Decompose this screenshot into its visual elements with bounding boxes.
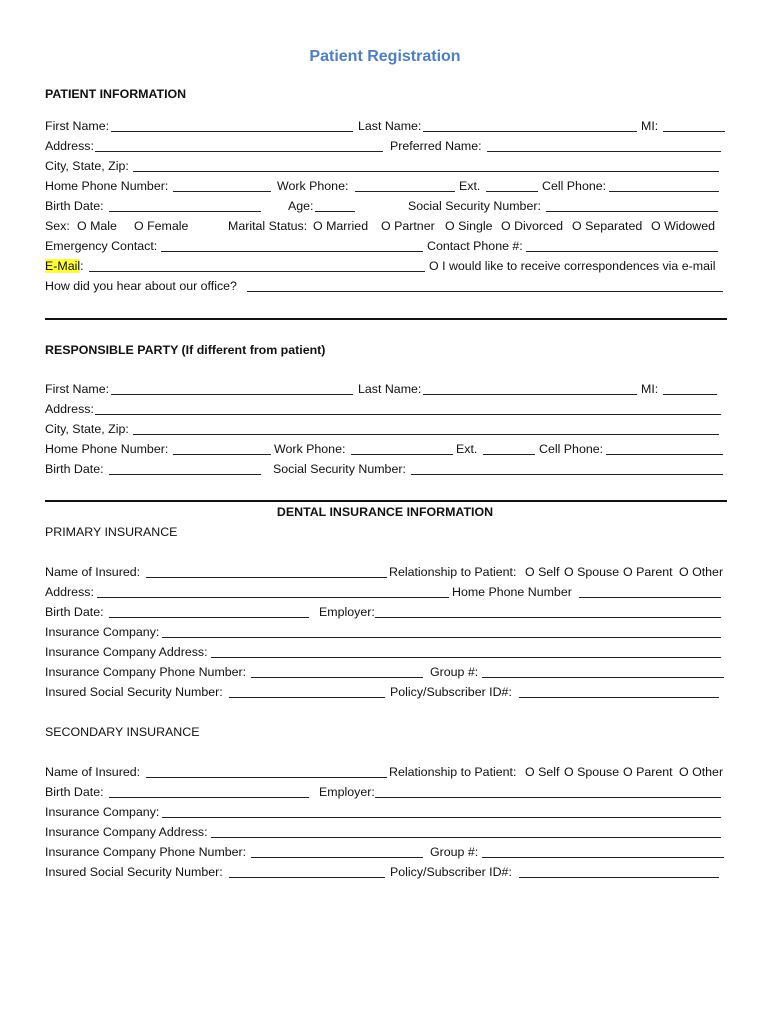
pi-company-label: Insurance Company: [45,625,160,639]
si-group-label: Group #: [430,845,479,859]
rp-address-field[interactable] [95,414,721,415]
pi-relationship-parent-option[interactable]: O Parent [623,565,673,579]
patient-sex-marital-row [45,216,727,236]
rp-city-state-zip-label: City, State, Zip: [45,422,129,436]
si-company-field[interactable] [162,817,721,818]
marital-status-label: Marital Status: [228,219,308,233]
si-relationship-other-option[interactable]: O Other [679,765,724,779]
si-company-address-field[interactable] [211,837,721,838]
email-consent-option[interactable]: O I would like to receive correspondences via e-mail [429,259,716,273]
marital-partner-option[interactable]: O Partner [381,219,435,233]
birth-date-field[interactable] [109,211,261,212]
preferred-name-label: Preferred Name: [390,139,482,153]
secondary-company-row [45,802,727,822]
si-relationship-label: Relationship to Patient: [389,765,517,779]
patient-address-row [45,136,727,156]
responsible-address-row [45,399,727,419]
emergency-contact-label: Emergency Contact: [45,239,158,253]
primary-company-phone-row [45,662,727,682]
patient-city-row [45,156,727,176]
email-field[interactable] [89,271,425,272]
si-birth-date-field[interactable] [109,797,309,798]
si-insured-ssn-field[interactable] [229,877,385,878]
si-policy-id-field[interactable] [519,877,719,878]
primary-birth-row [45,602,727,622]
rp-work-phone-field[interactable] [351,454,453,455]
rp-address-label: Address: [45,402,94,416]
si-group-field[interactable] [482,857,724,858]
responsible-phone-row [45,439,727,459]
pi-company-field[interactable] [162,637,721,638]
marital-separated-option[interactable]: O Separated [572,219,643,233]
responsible-party-heading: RESPONSIBLE PARTY (If different from patient) [45,343,326,357]
rp-ext-field[interactable] [483,454,535,455]
rp-last-name-label: Last Name: [358,382,422,396]
si-insured-ssn-label: Insured Social Security Number: [45,865,223,879]
rp-cell-phone-field[interactable] [606,454,723,455]
pi-insured-ssn-label: Insured Social Security Number: [45,685,223,699]
patient-name-row [45,116,727,136]
pi-relationship-label: Relationship to Patient: [389,565,517,579]
pi-birth-date-field[interactable] [109,617,309,618]
last-name-label: Last Name: [358,119,422,133]
ssn-field[interactable] [546,211,718,212]
marital-divorced-option[interactable]: O Divorced [501,219,563,233]
sex-label: Sex: [45,219,70,233]
ext-label: Ext. [459,179,481,193]
page-title: Patient Registration [309,48,461,65]
pi-name-insured-field[interactable] [146,577,387,578]
pi-address-field[interactable] [97,597,449,598]
age-label: Age: [288,199,314,213]
contact-phone-label: Contact Phone #: [427,239,523,253]
si-birth-date-label: Birth Date: [45,785,104,799]
responsible-name-row [45,379,727,399]
primary-insurance-heading: PRIMARY INSURANCE [45,525,178,539]
si-name-insured-field[interactable] [146,777,387,778]
birth-date-label: Birth Date: [45,199,104,213]
si-employer-label: Employer: [319,785,375,799]
email-label [45,256,84,276]
rp-mi-label: MI: [641,382,659,396]
pi-home-phone-field[interactable] [579,597,721,598]
patient-birth-row [45,196,727,216]
pi-employer-field[interactable] [375,617,721,618]
pi-birth-date-label: Birth Date: [45,605,104,619]
si-relationship-spouse-option[interactable]: O Spouse [564,765,620,779]
rp-cell-phone-label: Cell Phone: [539,442,604,456]
pi-relationship-other-option[interactable]: O Other [679,565,724,579]
city-state-zip-label: City, State, Zip: [45,159,129,173]
primary-insured-row [45,562,727,582]
rp-ssn-field[interactable] [411,474,723,475]
rp-city-state-zip-field[interactable] [133,434,719,435]
home-phone-label: Home Phone Number: [45,179,169,193]
pi-group-label: Group #: [430,665,479,679]
address-label: Address: [45,139,94,153]
primary-ssn-row [45,682,727,702]
patient-emergency-row [45,236,727,256]
pi-name-insured-label: Name of Insured: [45,565,141,579]
pi-company-address-field[interactable] [211,657,721,658]
work-phone-field[interactable] [355,191,455,192]
pi-policy-id-field[interactable] [519,697,719,698]
city-state-zip-field[interactable] [133,171,719,172]
last-name-field[interactable] [423,131,637,132]
rp-home-phone-label: Home Phone Number: [45,442,169,456]
marital-widowed-option[interactable]: O Widowed [651,219,716,233]
email-label-colon: : [80,259,84,273]
ext-field[interactable] [486,191,538,192]
pi-policy-id-label: Policy/Subscriber ID#: [390,685,512,699]
rp-home-phone-field[interactable] [173,454,271,455]
pi-relationship-self-option[interactable]: O Self [525,565,560,579]
pi-home-phone-label: Home Phone Number [452,585,572,599]
patient-referral-row [45,276,727,296]
secondary-ssn-row [45,862,727,882]
work-phone-label: Work Phone: [277,179,349,193]
patient-email-row [45,256,727,276]
insurance-heading: DENTAL INSURANCE INFORMATION [276,505,494,519]
cell-phone-field[interactable] [609,191,719,192]
hear-about-field[interactable] [247,291,723,292]
patient-phone-row [45,176,727,196]
mi-label: MI: [641,119,659,133]
pi-company-address-label: Insurance Company Address: [45,645,208,659]
primary-company-row [45,622,727,642]
si-company-label: Insurance Company: [45,805,160,819]
rp-birth-date-field[interactable] [109,474,261,475]
hear-about-label: How did you hear about our office? [45,279,237,293]
pi-address-label: Address: [45,585,94,599]
rp-ext-label: Ext. [456,442,478,456]
preferred-name-field[interactable] [487,151,721,152]
marital-single-option[interactable]: O Single [445,219,493,233]
sex-male-option[interactable]: O Male [77,219,117,233]
si-company-address-label: Insurance Company Address: [45,825,208,839]
rp-last-name-field[interactable] [423,394,637,395]
rp-birth-date-label: Birth Date: [45,462,104,476]
si-company-phone-field[interactable] [251,857,423,858]
si-company-phone-label: Insurance Company Phone Number: [45,845,247,859]
secondary-company-address-row [45,822,727,842]
rp-work-phone-label: Work Phone: [274,442,346,456]
emergency-contact-field[interactable] [161,251,423,252]
home-phone-field[interactable] [173,191,271,192]
email-label-highlight: E-Mail [45,259,81,273]
pi-group-field[interactable] [482,677,724,678]
si-policy-id-label: Policy/Subscriber ID#: [390,865,512,879]
rp-first-name-label: First Name: [45,382,110,396]
rp-ssn-label: Social Security Number: [273,462,406,476]
primary-address-row [45,582,727,602]
sex-female-option[interactable]: O Female [134,219,189,233]
rp-mi-field[interactable] [663,394,717,395]
patient-info-heading: PATIENT INFORMATION [45,87,187,101]
responsible-city-row [45,419,727,439]
section-divider [45,318,727,320]
pi-employer-label: Employer: [319,605,375,619]
pi-company-phone-field[interactable] [251,677,423,678]
ssn-label: Social Security Number: [408,199,541,213]
address-field[interactable] [95,151,383,152]
pi-insured-ssn-field[interactable] [229,697,385,698]
contact-phone-field[interactable] [526,251,718,252]
first-name-label: First Name: [45,119,110,133]
si-relationship-parent-option[interactable]: O Parent [623,765,673,779]
secondary-insurance-heading: SECONDARY INSURANCE [45,725,200,739]
responsible-birth-row [45,459,727,479]
mi-field[interactable] [663,131,725,132]
secondary-company-phone-row [45,842,727,862]
secondary-birth-row [45,782,727,802]
si-relationship-self-option[interactable]: O Self [525,765,560,779]
first-name-field[interactable] [111,131,353,132]
marital-married-option[interactable]: O Married [313,219,369,233]
primary-company-address-row [45,642,727,662]
age-field[interactable] [315,211,355,212]
si-name-insured-label: Name of Insured: [45,765,141,779]
si-employer-field[interactable] [375,797,721,798]
secondary-insured-row [45,762,727,782]
cell-phone-label: Cell Phone: [542,179,607,193]
rp-first-name-field[interactable] [111,394,353,395]
pi-company-phone-label: Insurance Company Phone Number: [45,665,247,679]
pi-relationship-spouse-option[interactable]: O Spouse [564,565,620,579]
